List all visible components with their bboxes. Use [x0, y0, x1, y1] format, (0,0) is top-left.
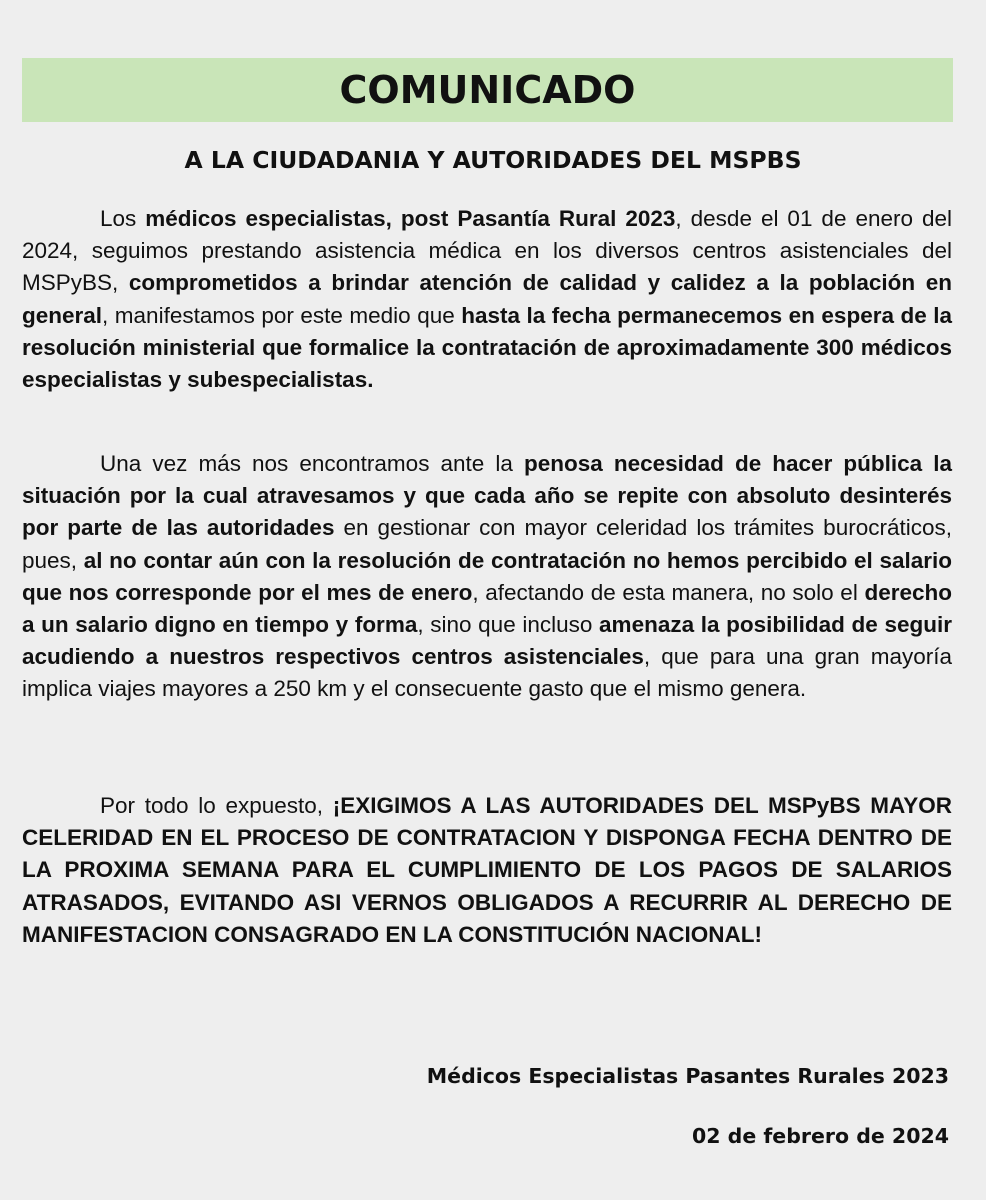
p3-bold-1: ¡EXIGIMOS A LAS AUTORIDADES DEL MSPyBS MAYOR CELERIDAD EN EL PROCESO DE CONTRATACION Y DISPONGA FECHA DENTRO DE LA PROXIMA SEMANA PARA EL CUMPLIMIENTO DE LOS PAGOS DE SALARIOS ATRASADOS, EVITANDO ASI VERNOS OBLIGADOS A RECURRIR AL DERECHO DE MANIFESTACION CONSAGRADO EN LA CONSTITUCIÓN NACIONAL! [22, 793, 952, 947]
title-banner [22, 58, 953, 122]
p2-bold-2: al no contar aún con la resolución de contratación no hemos percibido el salario que nos corresponde por el mes de enero [22, 547, 952, 605]
p2-text-5: , que para una gran mayoría implica viajes mayores a 250 km y el consecuente gasto que el mismo genera. [22, 644, 952, 702]
paragraph-salary-situation [22, 448, 952, 706]
p2-text-2: en gestionar con mayor celeridad los trámites burocráticos, pues, [22, 515, 952, 573]
p1-text-2: , desde el 01 de enero del 2024, seguimos prestando asistencia médica en los diversos centros asistenciales del MSPyBS, [22, 206, 952, 296]
date: 02 de febrero de 2024 [692, 1124, 949, 1148]
p2-bold-1: penosa necesidad de hacer pública la situación por la cual atravesamos y que cada año se repite con absoluto desinterés por parte de las autoridades [22, 451, 953, 541]
p2-text-3: , afectando de esta manera, no solo el [472, 579, 865, 605]
p1-bold-2: comprometidos a brindar atención de calidad y calidez a la población en general [22, 270, 952, 328]
page-title: COMUNICADO [339, 68, 636, 112]
p3-text-1: Por todo lo expuesto, [100, 793, 333, 818]
p2-text-1: Una vez más nos encontramos ante la [100, 451, 524, 476]
p2-bold-3: derecho a un salario digno en tiempo y forma [22, 579, 952, 638]
p2-text-4: , sino que incluso [417, 612, 600, 638]
addressee-heading: A LA CIUDADANIA Y AUTORIDADES DEL MSPBS [184, 146, 802, 174]
p1-bold-3: hasta la fecha permanecemos en espera de la resolución ministerial que formalice la contratación de aproximadamente 300 médicos especialistas y subespecialistas. [22, 302, 952, 393]
p2-bold-4: amenaza la posibilidad de seguir acudiendo a nuestros respectivos centros asistenciales [22, 612, 952, 670]
signature: Médicos Especialistas Pasantes Rurales 2023 [426, 1064, 949, 1088]
p1-text-3: , manifestamos por este medio que [102, 302, 462, 328]
p1-bold-1: médicos especialistas, post Pasantía Rural 2023 [145, 206, 676, 231]
p1-text-1: Los [100, 206, 146, 231]
paragraph-contract-status [22, 203, 952, 396]
paragraph-demands [22, 790, 952, 951]
